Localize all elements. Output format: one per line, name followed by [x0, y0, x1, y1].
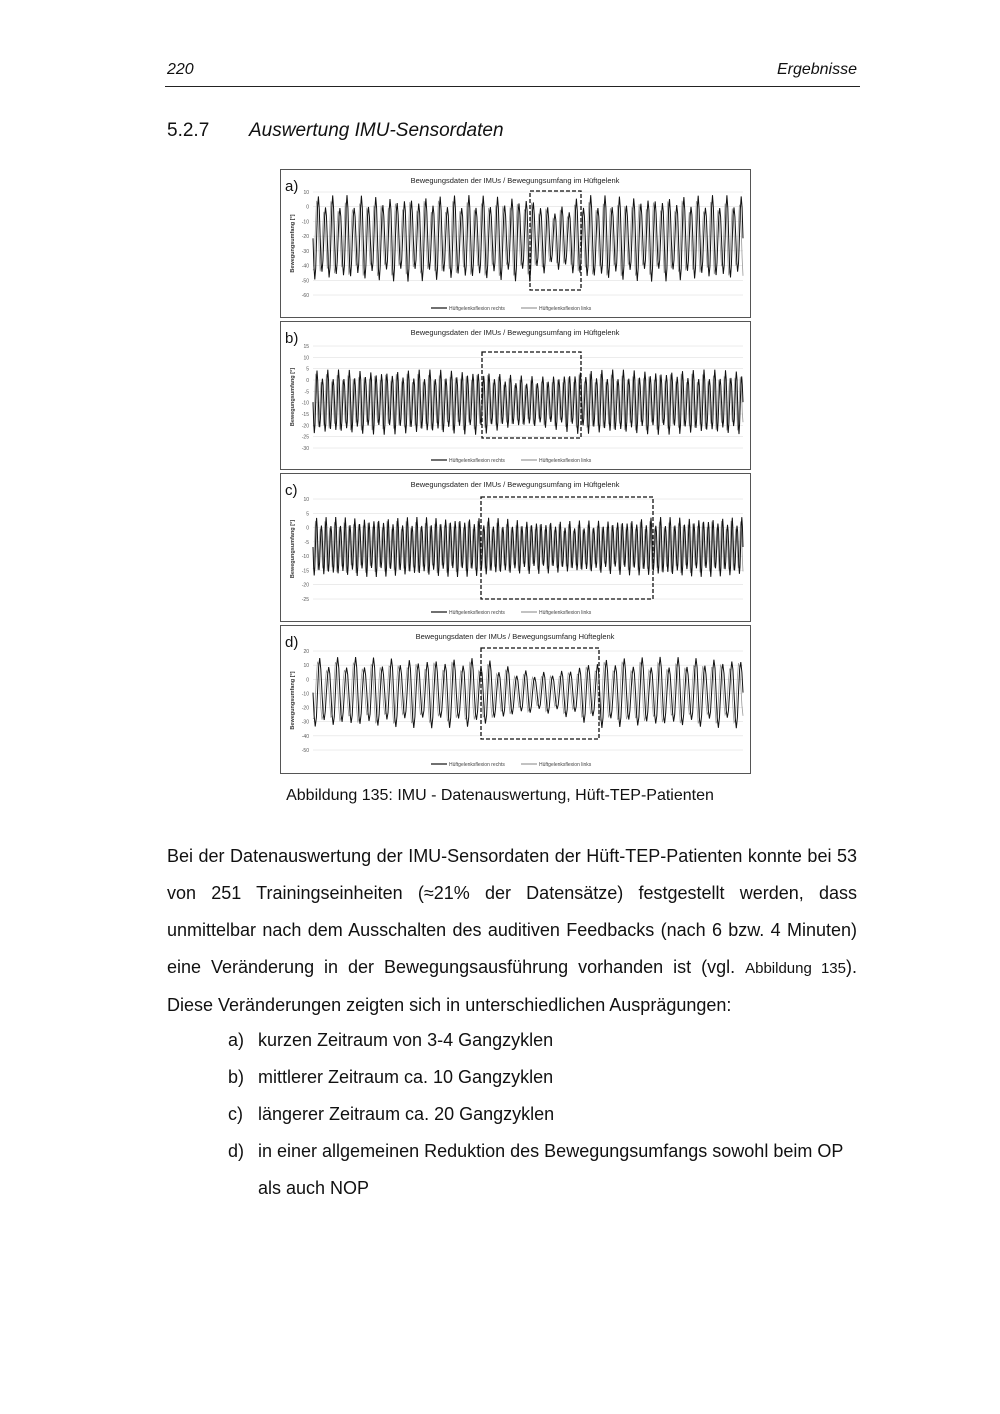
legend-label-left: Hüftgelenksflexion links	[539, 306, 592, 312]
y-tick-label: 5	[306, 511, 309, 518]
panel-ylabel: Bewegungsumfang [°]	[290, 367, 296, 427]
panel-label: c)	[285, 482, 298, 499]
panel-b-plot	[281, 322, 750, 469]
header-section-name: Ergebnisse	[776, 61, 857, 78]
body-paragraph	[167, 838, 857, 1024]
y-tick-label: -20	[301, 582, 309, 589]
legend-label-left: Hüftgelenksflexion links	[539, 762, 592, 768]
panel-a-plot	[281, 170, 750, 317]
paragraph-text-2: ). Diese Veränderungen zeigten sich in unterschiedlichen Ausprägungen:	[167, 957, 857, 1015]
header-rule	[165, 86, 860, 87]
panel-title: Bewegungsdaten der IMUs / Bewegungsumfang im Hüftgelenk	[410, 328, 620, 337]
figure-caption: Abbildung 135: IMU - Datenauswertung, Hüft-TEP-Patienten	[286, 787, 714, 804]
y-tick-label: -5	[304, 389, 309, 396]
figure-panel-a	[280, 169, 751, 318]
y-tick-label: -25	[301, 434, 309, 441]
panel-ylabel: Bewegungsumfang [°]	[290, 519, 296, 579]
y-tick-label: -20	[301, 234, 309, 241]
list-item-label: c)	[228, 1104, 243, 1124]
y-tick-label: 0	[306, 525, 309, 532]
y-tick-label: -10	[301, 554, 309, 561]
panel-ylabel: Bewegungsumfang [°]	[290, 671, 296, 730]
panel-label: b)	[285, 330, 299, 347]
header-page-number: 220	[167, 61, 194, 78]
list-item-text: längerer Zeitraum ca. 20 Gangzyklen	[258, 1104, 555, 1124]
panel-label: d)	[285, 634, 299, 651]
panel-ylabel: Bewegungsumfang [°]	[290, 214, 296, 273]
y-tick-label: -30	[301, 719, 309, 726]
panel-title: Bewegungsdaten der IMUs / Bewegungsumfang Hüfteglenk	[415, 632, 615, 641]
y-tick-label: -15	[301, 412, 309, 418]
legend-label-right: Hüftgelenksflexion rechts	[449, 610, 505, 616]
y-tick-label: 10	[303, 663, 309, 670]
y-tick-label: 10	[303, 497, 309, 503]
list-item-label: a)	[228, 1030, 245, 1050]
y-tick-label: -5	[304, 539, 309, 546]
outcome-list	[228, 1022, 868, 1207]
y-tick-label: -30	[301, 248, 309, 255]
list-item-text: kurzen Zeitraum von 3-4 Gangzyklen	[258, 1030, 554, 1050]
y-tick-label: 0	[306, 378, 309, 384]
y-tick-label: -10	[301, 400, 309, 407]
y-tick-label: 20	[303, 649, 309, 655]
panel-c-plot	[281, 474, 750, 621]
panel-d-plot	[281, 626, 750, 773]
legend-label-left: Hüftgelenksflexion links	[539, 610, 592, 616]
y-tick-label: -15	[301, 568, 309, 575]
section-number: 5.2.7	[167, 120, 210, 141]
panel-title: Bewegungsdaten der IMUs / Bewegungsumfang im Hüftgelenk	[410, 480, 620, 489]
legend-label-right: Hüftgelenksflexion rechts	[449, 458, 505, 464]
y-tick-label: -40	[301, 263, 309, 270]
y-tick-label: -10	[301, 219, 309, 226]
list-item-label: d)	[228, 1141, 245, 1161]
y-tick-label: -40	[301, 733, 309, 740]
list-item-text: mittlerer Zeitraum ca. 10 Gangzyklen	[258, 1067, 554, 1087]
y-tick-label: 0	[306, 204, 309, 211]
list-item	[228, 1059, 868, 1096]
y-tick-label: -20	[301, 423, 309, 430]
panel-title: Bewegungsdaten der IMUs / Bewegungsumfang im Hüftgelenk	[410, 176, 620, 185]
y-tick-label: 15	[303, 344, 309, 350]
y-tick-label: -30	[301, 446, 309, 452]
y-tick-label: -25	[301, 597, 309, 603]
list-item	[228, 1133, 868, 1207]
legend-label-right: Hüftgelenksflexion rechts	[449, 306, 505, 312]
figure-panel-c	[280, 473, 751, 622]
figure-panel-d	[280, 625, 751, 774]
y-tick-label: -50	[301, 278, 309, 285]
section-title: Auswertung IMU-Sensordaten	[249, 120, 504, 141]
legend-label-right: Hüftgelenksflexion rechts	[449, 762, 505, 768]
y-tick-label: 0	[306, 677, 309, 684]
legend-label-left: Hüftgelenksflexion links	[539, 458, 592, 464]
figure-reference: Abbildung 135	[745, 960, 846, 977]
y-tick-label: -50	[301, 748, 309, 754]
y-tick-label: -60	[301, 293, 309, 299]
y-tick-label: 10	[303, 190, 309, 196]
y-tick-label: -20	[301, 705, 309, 712]
list-item	[228, 1022, 868, 1059]
list-item-text: in einer allgemeinen Reduktion des Bewegungsumfangs sowohl beim OP als auch NOP	[258, 1141, 844, 1198]
list-item	[228, 1096, 868, 1133]
list-item-label: b)	[228, 1067, 245, 1087]
panel-label: a)	[285, 178, 299, 195]
figure-panel-b	[280, 321, 751, 470]
y-tick-label: -10	[301, 691, 309, 698]
y-tick-label: 5	[306, 366, 309, 373]
y-tick-label: 10	[303, 355, 309, 362]
paragraph-text-1: Bei der Datenauswertung der IMU-Sensordaten der Hüft-TEP-Patienten konnte bei 53 von 251 Trainingseinheiten (≈21% der Datensätze) festgestellt werden, dass unmittelbar nach dem Ausschalten des auditiven Feedbacks (nach 6 bzw. 4 Minuten) eine Veränderung in der Bewegungsausführung vorhanden ist (vgl.	[167, 846, 857, 977]
